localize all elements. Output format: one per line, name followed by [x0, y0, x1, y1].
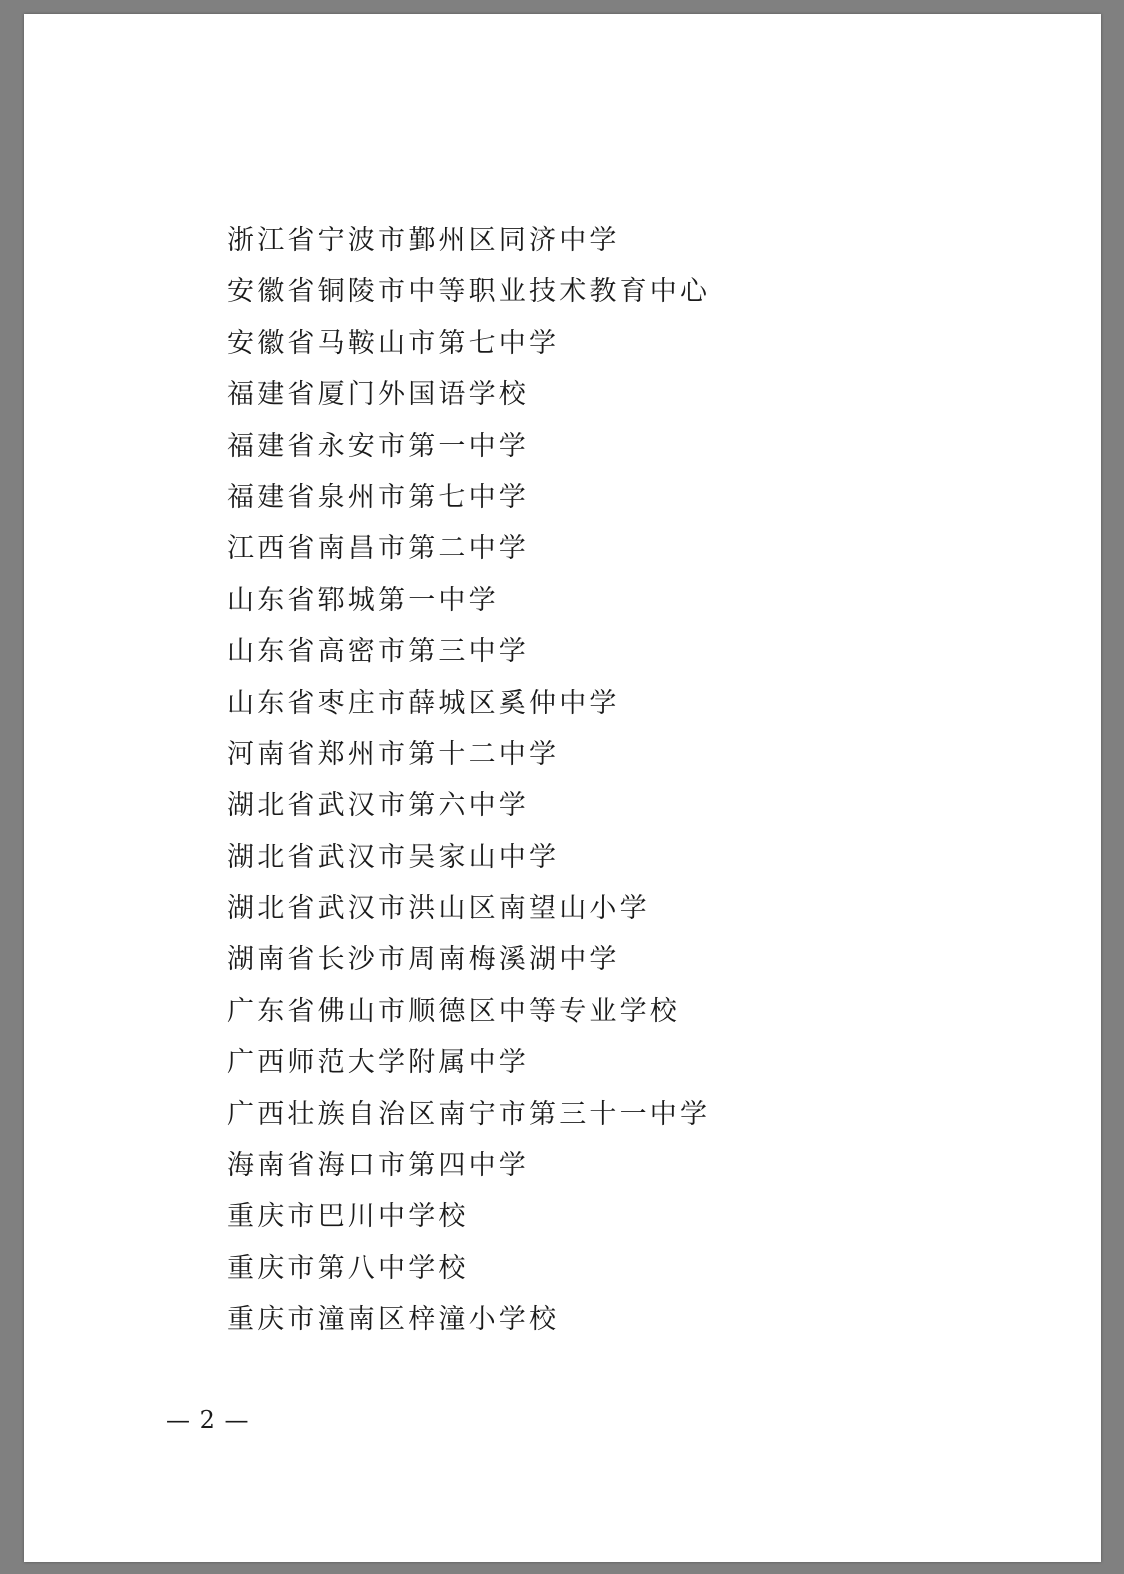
list-item: 福建省永安市第一中学	[227, 430, 529, 462]
list-item: 广西壮族自治区南宁市第三十一中学	[227, 1098, 711, 1130]
page-number: — 2 —	[166, 1406, 250, 1434]
list-item: 江西省南昌市第二中学	[227, 533, 529, 565]
list-item: 湖北省武汉市洪山区南望山小学	[227, 893, 650, 925]
list-item: 湖北省武汉市第六中学	[227, 790, 529, 822]
list-item: 山东省高密市第三中学	[227, 636, 529, 668]
list-item: 湖北省武汉市吴家山中学	[227, 841, 560, 873]
list-item: 福建省厦门外国语学校	[227, 379, 529, 411]
list-item: 河南省郑州市第十二中学	[227, 738, 560, 770]
list-item: 福建省泉州市第七中学	[227, 481, 529, 513]
list-item: 山东省枣庄市薛城区奚仲中学	[227, 687, 620, 719]
list-item: 安徽省马鞍山市第七中学	[227, 327, 560, 359]
school-list	[227, 219, 710, 1350]
list-item: 广东省佛山市顺德区中等专业学校	[227, 995, 680, 1027]
list-item: 重庆市第八中学校	[227, 1252, 469, 1284]
list-item: 湖南省长沙市周南梅溪湖中学	[227, 944, 620, 976]
list-item: 安徽省铜陵市中等职业技术教育中心	[227, 276, 711, 308]
list-item: 重庆市巴川中学校	[227, 1201, 469, 1233]
list-item: 海南省海口市第四中学	[227, 1150, 529, 1182]
document-page	[24, 14, 1101, 1562]
list-item: 重庆市潼南区梓潼小学校	[227, 1304, 560, 1336]
list-item: 浙江省宁波市鄞州区同济中学	[227, 225, 620, 256]
list-item: 广西师范大学附属中学	[227, 1047, 529, 1079]
list-item: 山东省郓城第一中学	[227, 584, 499, 616]
